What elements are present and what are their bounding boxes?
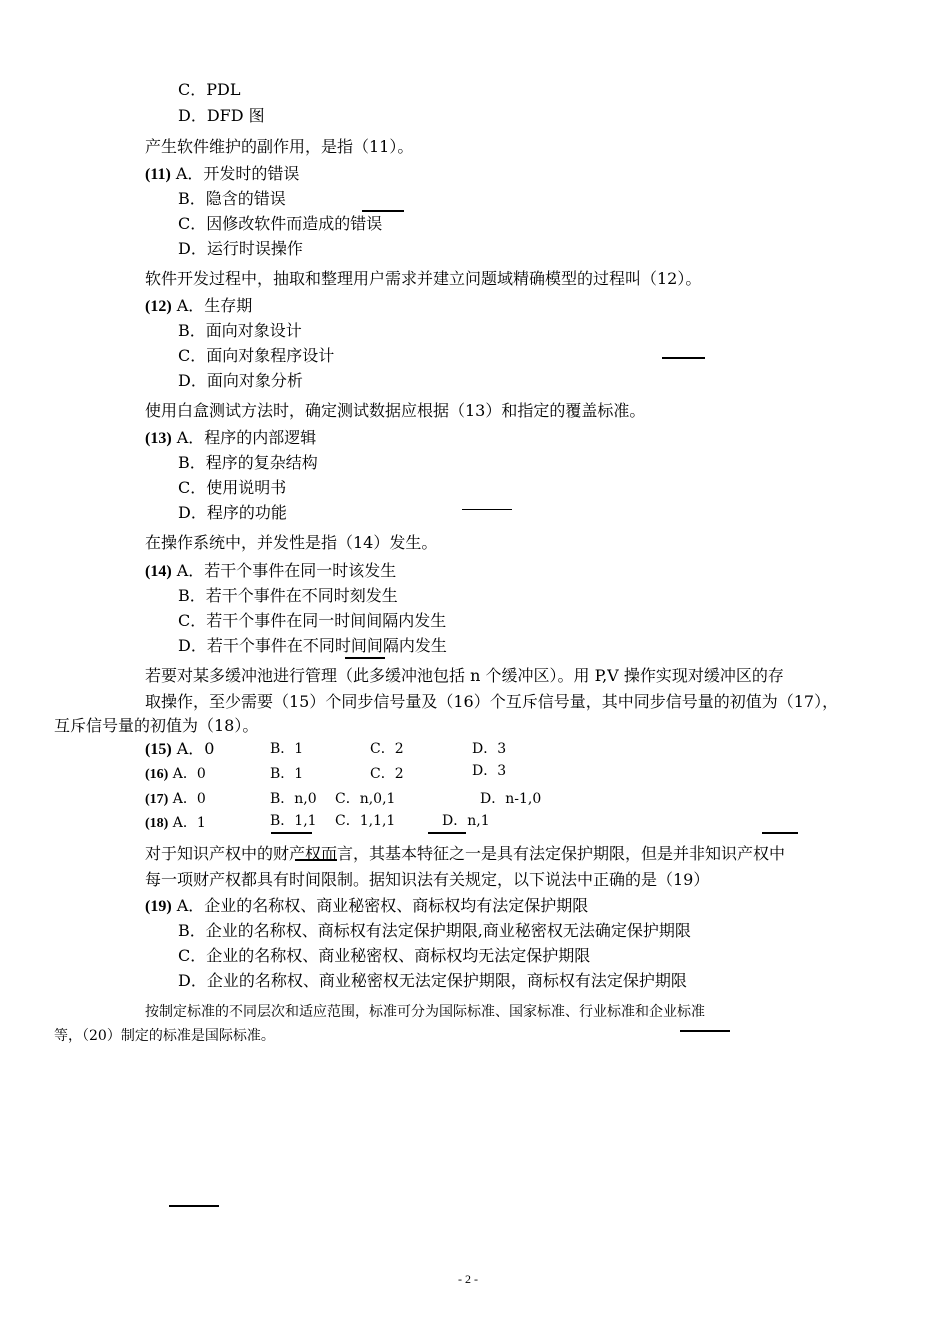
option-d: D．3 [472,763,507,779]
question-19-stem-line-1: 对于知识产权中的财产权而言，其基本特征之一是具有法定保护期限，但是并非知识产权中 [145,844,786,863]
question-19-stem-line-2: 每一项财产权都具有时间限制。据知识法有关规定，以下说法中正确的是（19） [145,870,710,889]
option-a: A．程序的内部逻辑 [176,428,317,447]
answer-blank-line [295,859,337,861]
option-a: A．0 [172,791,206,807]
question-15-stem-line-2: 取操作，至少需要（15）个同步信号量及（16）个互斥信号量，其中同步信号量的初值为（17）， [145,692,839,711]
answer-blank-line [271,832,312,834]
answer-blank-line [428,832,466,834]
option-a: A．1 [172,815,206,831]
answer-blank-line [169,1205,219,1207]
answer-blank-line [462,509,512,510]
question-11-options-row-a [145,164,299,185]
question-number: (12) [145,298,172,315]
option-b: B．若干个事件在不同时刻发生 [178,586,398,605]
option-c: C．2 [370,766,404,782]
question-15-number-and-a [145,739,215,760]
question-15-stem-line-1: 若要对某多缓冲池进行管理（此多缓冲池包括 n 个缓冲区）。用 P,V 操作实现对缓冲区的存 [145,666,784,685]
option-d: D．企业的名称权、商业秘密权无法定保护期限，商标权有法定保护期限 [178,971,687,990]
option-b: B．1 [270,741,304,757]
question-16-number-and-a [145,764,206,785]
question-number: (13) [145,430,172,447]
question-number: (14) [145,563,172,580]
question-12-stem: 软件开发过程中，抽取和整理用户需求并建立问题域精确模型的过程叫（12）。 [145,269,702,288]
page-number: - 2 - [458,1272,478,1286]
question-17-number-and-a [145,789,206,810]
option-d: D．3 [472,741,507,757]
question-14-stem: 在操作系统中，并发性是指（14）发生。 [145,533,438,552]
option-a: A．企业的名称权、商业秘密权、商标权均有法定保护期限 [176,896,589,915]
option-c: C．因修改软件而造成的错误 [178,214,383,233]
answer-blank-line [680,1030,730,1032]
option-c: C．1,1,1 [335,813,396,829]
option-c-pdl: C．PDL [178,80,241,99]
question-number: (18) [145,816,169,831]
option-d: D．n,1 [442,813,490,829]
answer-blank-line [362,210,404,212]
question-13-stem: 使用白盒测试方法时，确定测试数据应根据（13）和指定的覆盖标准。 [145,401,646,420]
option-d-dfd: D．DFD 图 [178,106,265,125]
option-c: C．企业的名称权、商业秘密权、商标权均无法定保护期限 [178,946,591,965]
option-a: A．若干个事件在同一时该发生 [176,561,397,580]
option-b: B．程序的复杂结构 [178,453,318,472]
question-number: (16) [145,767,169,782]
option-d: D．n-1,0 [480,791,542,807]
answer-blank-line [662,357,705,359]
answer-blank-line [762,832,798,834]
option-c: C．n,0,1 [335,791,396,807]
question-12-options-row-a [145,296,252,317]
question-number: (11) [145,166,171,183]
question-number: (19) [145,898,172,915]
option-a: A．开发时的错误 [175,164,300,183]
question-13-options-row-a [145,428,316,449]
question-20-stem-line-1: 按制定标准的不同层次和适应范围，标准可分为国际标准、国家标准、行业标准和企业标准 [145,1004,705,1020]
option-b: B．企业的名称权、商标权有法定保护期限,商业秘密权无法确定保护期限 [178,921,691,940]
question-number: (17) [145,792,169,807]
question-14-options-row-a [145,561,396,582]
option-a: A．0 [172,766,206,782]
answer-blank-line [345,657,385,659]
question-11-stem: 产生软件维护的副作用，是指（11）。 [145,137,414,156]
question-15-stem-line-3: 互斥信号量的初值为（18）。 [54,716,259,735]
option-a: A．0 [176,739,215,758]
option-d: D．运行时误操作 [178,239,303,258]
option-c: C．使用说明书 [178,478,287,497]
option-b: B．n,0 [270,791,317,807]
option-c: C．2 [370,741,404,757]
option-a: A．生存期 [176,296,253,315]
question-18-number-and-a [145,813,206,834]
option-b: B．面向对象设计 [178,321,302,340]
option-b: B．隐含的错误 [178,189,286,208]
option-b: B．1,1 [270,813,317,829]
question-20-stem-line-2: 等，（20）制定的标准是国际标准。 [54,1028,275,1044]
option-d: D．程序的功能 [178,503,287,522]
option-c: C．若干个事件在同一时间间隔内发生 [178,611,447,630]
option-c: C．面向对象程序设计 [178,346,335,365]
question-number: (15) [145,741,172,758]
option-d: D．若干个事件在不同时间间隔内发生 [178,636,447,655]
option-b: B．1 [270,766,304,782]
question-19-options-row-a [145,896,588,917]
option-d: D．面向对象分析 [178,371,303,390]
